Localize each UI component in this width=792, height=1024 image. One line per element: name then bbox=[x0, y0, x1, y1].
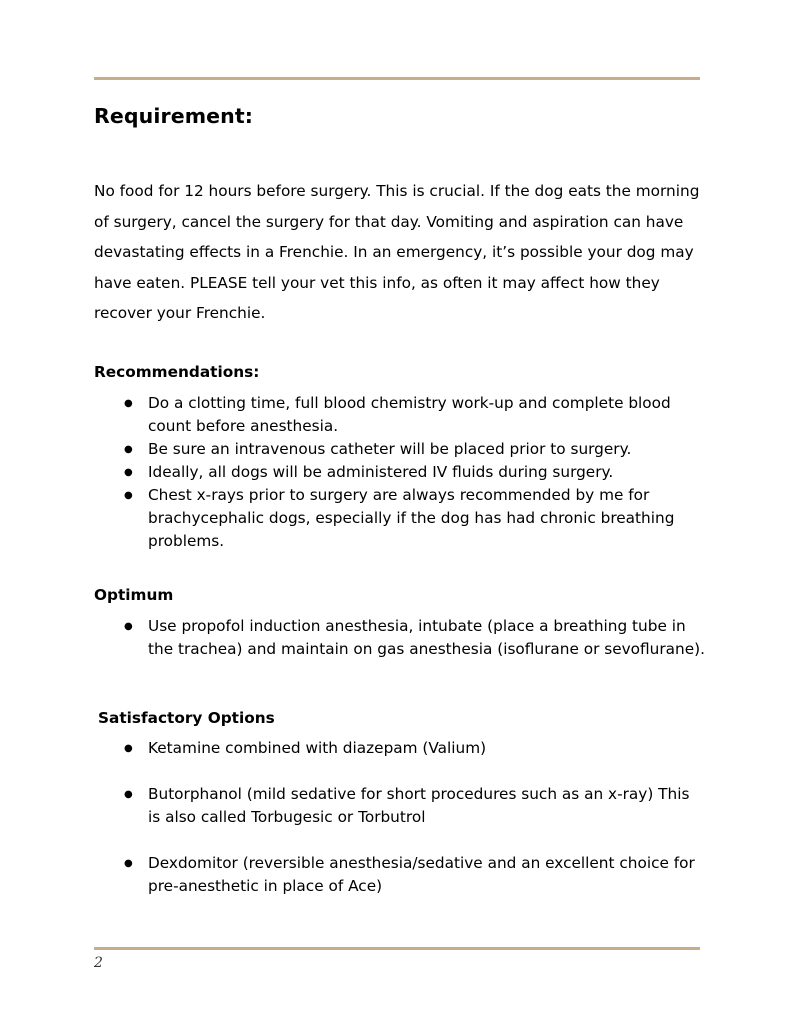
list-item: ● Do a clotting time, full blood chemistry work-up and complete blood count before anesthesia. bbox=[94, 392, 706, 438]
list-item: ● Chest x-rays prior to surgery are always recommended by me for brachycephalic dogs, especially if the dog has had chronic breathing problems. bbox=[94, 484, 706, 553]
list-item: ● Butorphanol (mild sedative for short procedures such as an x-ray) This is also called Torbugesic or Torbutrol bbox=[94, 783, 706, 829]
page-number: 2 bbox=[94, 955, 103, 971]
list-item: ● Use propofol induction anesthesia, intubate (place a breathing tube in the trachea) and maintain on gas anesthesia (isoflurane or sevoflurane). bbox=[94, 615, 706, 661]
requirement-paragraph: No food for 12 hours before surgery. This is crucial. If the dog eats the morning of surgery, cancel the surgery for that day. Vomiting and aspiration can have devastating effects in a Frenchie. In an emergency, it’s possible your dog may have eaten. PLEASE tell your vet this info, as often it may affect how they recover your Frenchie. bbox=[94, 182, 700, 322]
optimum-heading: Optimum bbox=[94, 586, 174, 604]
page-heading: Requirement: bbox=[94, 104, 254, 128]
list-item: ● Ideally, all dogs will be administered IV fluids during surgery. bbox=[94, 461, 706, 484]
optimum-list bbox=[94, 615, 706, 661]
recommendations-list bbox=[94, 392, 706, 553]
list-item: ● Dexdomitor (reversible anesthesia/sedative and an excellent choice for pre-anesthetic in place of Ace) bbox=[94, 852, 706, 898]
bottom-divider bbox=[94, 947, 700, 950]
top-divider bbox=[94, 77, 700, 80]
list-item: ● Be sure an intravenous catheter will be placed prior to surgery. bbox=[94, 438, 706, 461]
recommendations-heading: Recommendations: bbox=[94, 363, 260, 381]
satisfactory-heading: Satisfactory Options bbox=[98, 709, 275, 727]
satisfactory-list bbox=[94, 737, 706, 898]
list-item: ● Ketamine combined with diazepam (Valium) bbox=[94, 737, 706, 760]
